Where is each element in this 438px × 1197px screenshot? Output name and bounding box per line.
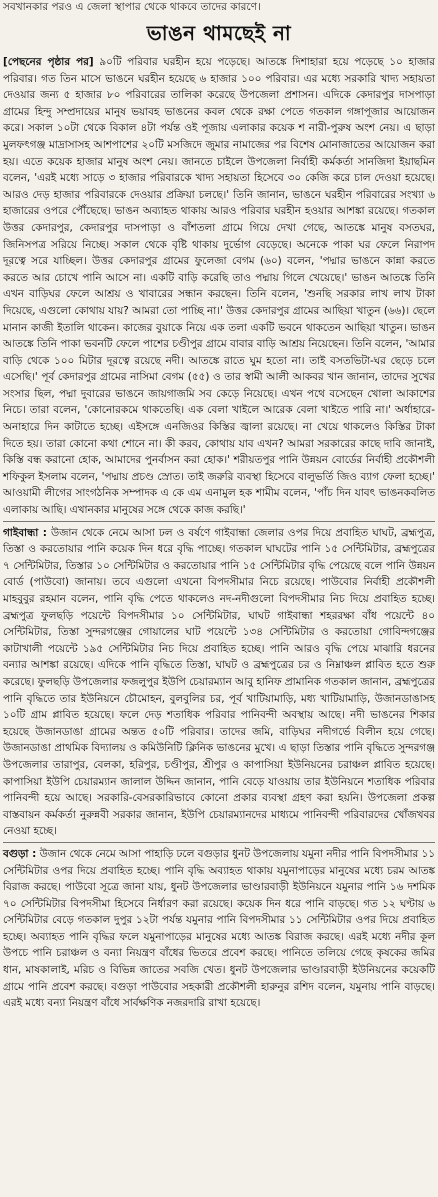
section-divider bbox=[3, 842, 435, 843]
article-headline: ভাঙন থামছেই না bbox=[146, 21, 292, 45]
dateline-gaibandha: গাইবান্ধা : bbox=[3, 526, 47, 539]
article-paragraph bbox=[3, 525, 435, 840]
dateline-bogura: বগুড়া : bbox=[3, 847, 37, 860]
article-paragraph bbox=[3, 54, 435, 519]
paragraph-text: উজান থেকে নেমে আসা ঢল ও বর্ষণে গাইবান্ধা জেলার ওপর দিয়ে প্রবাহিত ঘাঘট, ব্রহ্মপুত্র, তিস্তা ও করতোয়ার পানি কয়েক দিন ধরে বৃদ্ধি পাচ্ছে। গতকাল ঘাঘটের পানি ১৫ সেন্টিমিটার, ব্রহ্মপুত্রের ৭ সেন্টিমিটার, তিস্তার ১০ সেন্টিমিটার ও করতোয়ার পানি ১৫ সেন্টিমিটার বৃদ্ধি পেয়েছে বলে পানি উন্নয়ন বোর্ড (পাউবো) জানায়। তবে এগুলো এখনো বিপদসীমার নিচে রয়েছে। পাউবোর নির্বাহী প্রকৌশলী মাহবুবুর রহমান বলেন, পানি বৃদ্ধি পেতে থাকলেও নদ-নদীগুলো বিপদসীমার নিচ দিয়ে প্রবাহিত হচ্ছে। ব্রহ্মপুত্র ফুলছড়ি পয়েন্টে বিপদসীমার ১০ সেন্টিমিটার, ঘাঘট গাইবান্ধা শহররক্ষা বাঁধ পয়েন্টে ৪০ সেন্টিমিটার, তিস্তা সুন্দরগঞ্জের গোয়ালের ঘাট পয়েন্টে ১৩৪ সেন্টিমিটার ও করতোয়া গোবিন্দগঞ্জের কাটাখালী পয়েন্টে ১৯৫ সেন্টিমিটার নিচ দিয়ে প্রবাহিত হচ্ছে। পানি আরও বৃদ্ধি পেয়ে মাঝারি ধরনের বন্যার আশঙ্কা রয়েছে। এদিকে পানি বৃদ্ধিতে তিস্তা, ঘাঘট ও ব্রহ্মপুত্রের চর ও নিম্নাঞ্চল প্লাবিত হতে শুরু করেছে। ফুলছড়ি উপজেলার ফজলুপুর ইউপি চেয়ারম্যান আবু হানিফ প্রামানিক গতকাল জানান, ব্রহ্মপুত্রের পানি বৃদ্ধিতে তার ইউনিয়নে চৌমোহন, বুলবুলির চর, পূর্ব খাটিয়ামাড়ি, মধ্য খাটিয়ামাড়ি, উজানডাঙাসহ ১০টি গ্রাম প্লাবিত হয়েছে। ফলে দেড় শতাধিক পরিবার পানিবন্দী অবস্থায় আছে। নদী ভাঙনের শিকার হয়েছে উজানডাঙা গ্রামের অন্তত ৫০টি পরিবার। তাদের জমি, বাড়িঘর নদীগর্ভে বিলীন হয়ে গেছে। উজানডাঙা প্রাথমিক বিদ্যালয় ও কমিউনিটি ক্লিনিক ভাঙনের মুখে। এ ছাড়া তিস্তার পানি বৃদ্ধিতে সুন্দরগঞ্জ উপজেলার তারাপুর, বেলকা, হরিপুর, চণ্ডীপুর, শ্রীপুর ও কাপাসিয়া ইউনিয়নের চরাঞ্চল প্লাবিত হয়েছে। কাপাসিয়া ইউপি চেয়ারম্যান জালাল উদ্দিন জানান, পানি বেড়ে যাওয়ায় তার ইউনিয়নে শতাধিক পরিবার পানিবন্দী হয়ে আছে। সরকারি-বেসরকারিভাবে কোনো প্রকার ব্যবস্থা গ্রহণ করা হয়নি। উপজেলা প্রকল্প বাস্তবায়ন কর্মকর্তা নুরুন্নবী সরকার জানান, ইউপি চেয়ারম্যানদের মাধ্যমে পানিবন্দী পরিবারদের খোঁজখবর নেওয়া হচ্ছে। bbox=[3, 526, 435, 838]
previous-article-tail: সবখানকার পরও এ জেলা স্থাপার থেকে থাকবে তাদের কারণে। bbox=[3, 1, 261, 13]
paragraph-text: ৯০টি পরিবার ঘরহীন হয়ে পড়েছে। আতঙ্কে দিশাহারা হয়ে পড়েছে ১০ হাজার পরিবার। গত তিন মাসে ভাঙনে ঘরহীন হয়েছে ৬ হাজার ১০০ পরিবার। এর মধ্যে সরকারি খাদ্য সহায়তা দেওয়ার জন্য ৫ হাজার ৮০ পরিবারের তালিকা করেছে উপজেলা প্রশাসন। এদিকে কেদারপুর দাসপাড়া গ্রামের হিন্দু সম্প্রদায়ের মানুষ ভয়াবহ ভাঙনের কবল থেকে রক্ষা পেতে গতকাল গঙ্গাপূজার আয়োজন করে। সকাল ১০টা থেকে বিকাল ৪টা পর্যন্ত ওই পূজায় এলাকার কয়েক শ নারী-পুরুষ অংশ নেয়। এ ছাড়া মুলফৎগঞ্জ মাদ্রাসাসহ আশপাশের ২০টি মসজিদে জুমার নামাজের পর বিশেষ মোনাজাতের আয়োজন করা হয়। এতে কয়েক হাজার মানুষ অংশ নেয়। জানতে চাইলে উপজেলা নির্বাহী কর্মকর্তা সানজিদা ইয়াছমিন বলেন, 'এরই মধ্যে সাড়ে ৩ হাজার পরিবারকে খাদ্য সহায়তা হিসেবে ৩০ কেজি করে চাল দেওয়া হয়েছে। আরও দেড় হাজার পরিবারকে দেওয়ার প্রক্রিয়া চলছে।' তিনি জানান, ভাঙনে ঘরহীন পরিবারের সংখ্যা ৬ হাজারের ওপরে পৌঁছেছে। ভাঙন অব্যাহত থাকায় আরও পরিবার ঘরহীন হওয়ার আশঙ্কা রয়েছে। গতকাল উত্তর কেদারপুর, কেদারপুর দাসপাড়া ও বাঁশতলা গ্রামে গিয়ে দেখা গেছে, আতঙ্কে মানুষ বসতঘর, জিনিসপত্র সরিয়ে নিচ্ছে। সকাল থেকে বৃষ্টি থাকায় দুর্ভোগ বেড়েছে। অনেকে পাকা ঘর ফেলে নিরাপদ দূরত্বে সরে যাচ্ছিল। উত্তর কেদারপুর গ্রামের ফুলেজা বেগম (৬০) বলেন, 'পদ্মার ভাঙনে কান্না করতে করতে আর চোখে পানি আসে না। একটি বাড়ি করেছি তাও পদ্মায় গিলে খেয়েছে।' ভাঙন আতঙ্কে তিনি এখন বাড়িঘর ফেলে আশ্রয় ও খাবারের সন্ধান করছেন। তিনি বলেন, 'শুনছি সরকার লাখ লাখ টাকা দিয়েছে, এগুলো কোথায় যায়? আমরা তো পাচ্ছি না।' উত্তর কেদারপুর গ্রামের আছিয়া খাতুন (৬৬)। ছেলে মানান কাজী ইতালি থাকেন। কাজের বুয়াকে নিয়ে এক তলা একটি ভবনে থাকতেন আছিয়া খাতুন। ভাঙন আতঙ্কে তিনি পাকা ভবনটি ফেলে পাশের চণ্ডীপুর গ্রামে বাবার বাড়ি আশ্রয় নিয়েছেন। তিনি বলেন, 'আমার বাড়ি থেকে ১০০ মিটার দূরত্বে রয়েছে নদী। আতঙ্কে রাতে ঘুম হতো না। তাই বসতভিটা-ঘর ছেড়ে চলে এসেছি।' পূর্ব কেদারপুর গ্রামের নাসিমা বেগম (৫৫) ও তার স্বামী আলী আকবর খান জানান, তাদের সুখের সংসার ছিল, পদ্মা দুবারের ভাঙনে জায়গাজমি সব কেড়ে নিয়েছে। এখন পথে বসেছেন খোলা আকাশের নিচে। তারা বলেন, 'কোনোরকমে থাকতেছি। এক বেলা খাইলে আরেক বেলা খাইতে পারি না।' অর্ধাহারে-অনাহারে দিন কাটাতে হচ্ছে। এইসঙ্গে এনজিওর কিস্তির জ্বালা রয়েছে। না খেয়ে থাকলেও কিস্তির টাকা দিতে হয়। তারা কোনো কথা শোনে না। কী করব, কোথায় যাব এখন? আমরা সরকারের কাছে দাবি জানাই, কিস্তি বন্ধ করানো হোক, আমাদের পুনর্বাসন করা হোক।' শরীয়তপুর পানি উন্নয়ন বোর্ডের নির্বাহী প্রকৌশলী শফিকুল ইসলাম বলেন, 'পদ্মায় প্রচণ্ড স্রোত। তাই জরুরি ব্যবস্থা হিসেবে বালুভর্তি জিও ব্যাগ ফেলা হচ্ছে।' আওয়ামী লীগের সাংগঠনিক সম্পাদক এ কে এম এনামুল হক শামীম বলেন, 'পাঁচ দিন যাবৎ ভাঙনকবলিত এলাকায় আছি। এখানকার মানুষের সঙ্গে থেকে কাজ করছি।' bbox=[3, 56, 436, 517]
section-divider bbox=[3, 521, 435, 522]
article-body bbox=[3, 54, 435, 1012]
article-paragraph bbox=[3, 846, 435, 1012]
paragraph-text: উজান থেকে নেমে আসা পাহাড়ি ঢলে বগুড়ার ধুনট উপজেলায় যমুনা নদীর পানি বিপদসীমার ১১ সেন্টিমিটার ওপর দিয়ে প্রবাহিত হচ্ছে। পানি বৃদ্ধি অব্যাহত থাকায় যমুনাপাড়ের মানুষের মধ্যে চরম আতঙ্ক বিরাজ করছে। পাউবো সূত্রে জানা যায়, ধুনট উপজেলার ভাণ্ডারবাড়ী ইউনিয়নে যমুনার পানি ১৬ দশমিক ৭০ সেন্টিমিটার বিপদসীমা হিসেবে নির্ধারণ করা রয়েছে। কয়েক দিন ধরে পানি বাড়ছে। গত ১২ ঘণ্টায় ৬ সেন্টিমিটার বেড়ে গতকাল দুপুর ১২টা পর্যন্ত যমুনার পানি বিপদসীমার ১১ সেন্টিমিটার ওপর দিয়ে প্রবাহিত হচ্ছে। অব্যাহত পানি বৃদ্ধির ফলে যমুনাপাড়ের মানুষের মধ্যে আতঙ্ক বিরাজ করছে। এরই মধ্যে নদীর কূল উপচে পানি চরাঞ্চল ও বন্যা নিয়ন্ত্রণ বাঁধের ভিতরে প্রবেশ করছে। পানিতে তলিয়ে গেছে কৃষকের জমির ধান, মাষকালাই, মরিচ ও বিভিন্ন জাতের সবজি খেত। ধুনট উপজেলার ভাণ্ডারবাড়ী ইউনিয়নের কয়েকটি গ্রামে পানি প্রবেশ করছে। বগুড়া পাউবোর সহকারী প্রকৌশলী হারুনুর রশিদ বলেন, যমুনায় পানি বাড়ছে। এরই মধ্যে বন্যা নিয়ন্ত্রণ বাঁধে সার্বক্ষণিক নজরদারি রাখা হয়েছে। bbox=[3, 847, 436, 1010]
continuation-marker: [পেছনের পৃষ্ঠার পর] bbox=[3, 56, 94, 68]
